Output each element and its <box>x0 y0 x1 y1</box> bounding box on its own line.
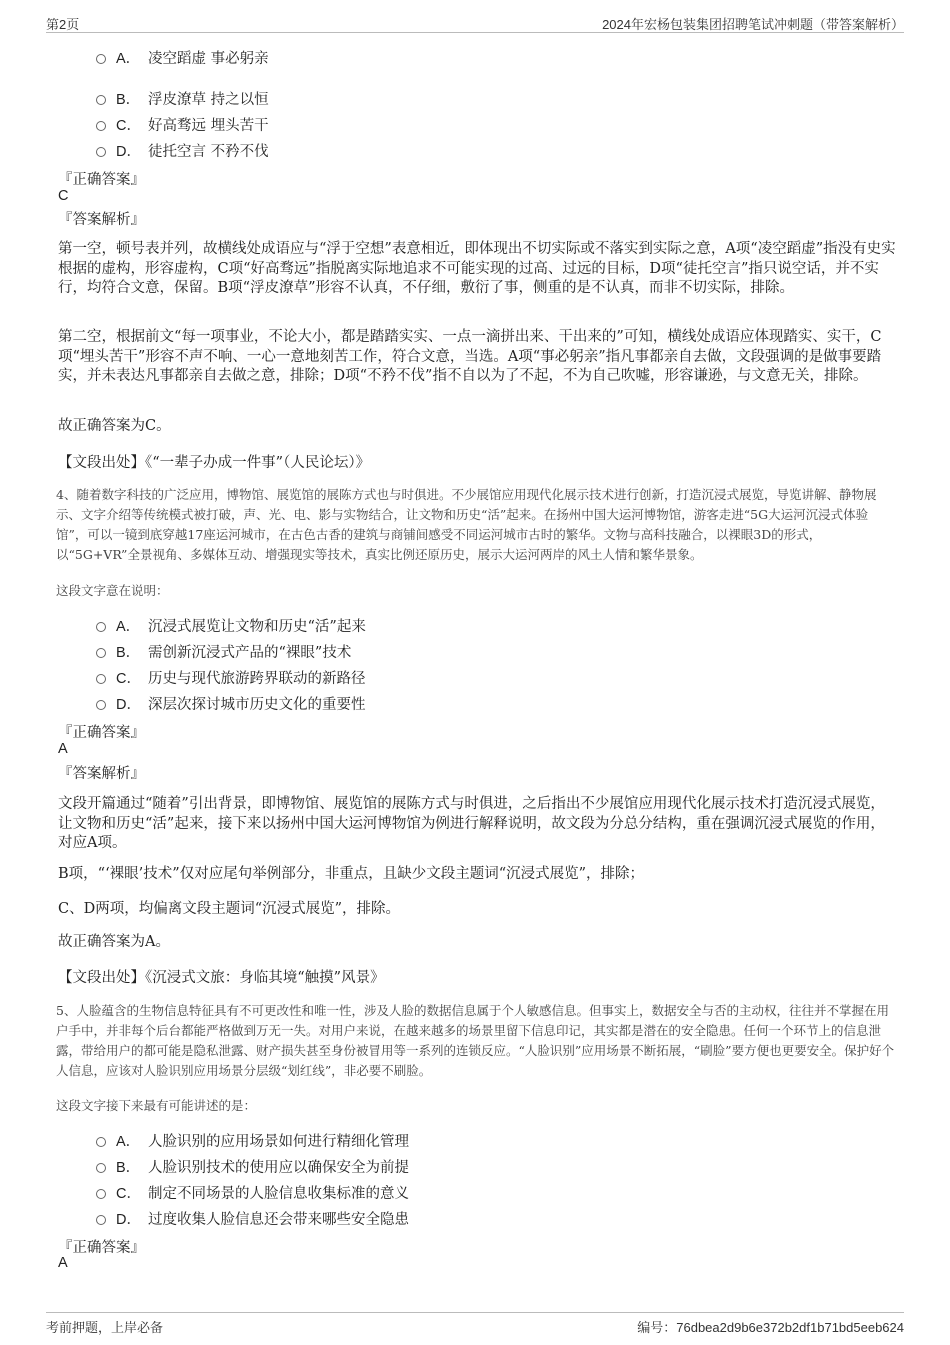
q4-option-d[interactable]: D． 深层次探讨城市历史文化的重要性 <box>96 692 366 714</box>
q4-option-c[interactable]: C． 历史与现代旅游跨界联动的新路径 <box>96 666 366 688</box>
q5-question: 5、人脸蕴含的生物信息特征具有不可更改性和唯一性，涉及人脸的数据信息属于个人敏感信息。但事实上，数据安全与否的主动权，往往并不掌握在用户手中，并非每个后台都能严格做到万无一失。对用户来说，在越来越多的场景里留下信息印记，其实都是潜在的安全隐患。任何一个环节上的信息泄露，带给用户的都可能是隐私泄露、财产损失甚至身份被冒用等一系列的连锁反应。“人脸识别”应用场景不断拓展，“刷脸”要方便也更要安全。保护好个人信息，应该对人脸识别应用场景分层级“划红线”，非必要不刷脸。 <box>56 1003 895 1078</box>
radio-icon[interactable] <box>96 1189 106 1199</box>
q4-analysis-p4: 故正确答案为A。 <box>58 934 170 950</box>
radio-icon[interactable] <box>96 147 106 157</box>
radio-icon[interactable] <box>96 121 106 131</box>
q4-analysis-label: 『答案解析』 <box>58 766 145 782</box>
q3-analysis-p1: 第一空，顿号表并列，故横线处成语应与“浮于空想”表意相近，即体现出不切实际或不落实到实际之意，A项“凌空蹈虚”指没有史实根据的虚构，形容虚构，C项“好高骛远”指脱离实际地追求不可能实现的过高、过远的目标，D项“徒托空言”指只说空话，并不实行，均符合文意，保留。B项“浮皮潦草”形容不认真，不仔细，敷衍了事，侧重的是不认真，而非不切实际，排除。 <box>58 241 896 296</box>
q3-source: 【文段出处】《“一辈子办成一件事”（人民论坛）》 <box>58 455 371 471</box>
footer-serial: 编号：76dbea2d9b6e372b2df1b71bd5eeb624 <box>637 1320 904 1335</box>
q3-option-b[interactable]: B． 浮皮潦草 持之以恒 <box>96 87 269 109</box>
page-number: 第2页 <box>46 17 80 32</box>
radio-icon[interactable] <box>96 1137 106 1147</box>
q4-stem: 这段文字意在说明： <box>56 583 169 598</box>
radio-icon[interactable] <box>96 1163 106 1173</box>
footer-slogan: 考前押题，上岸必备 <box>46 1320 164 1335</box>
radio-icon[interactable] <box>96 54 106 64</box>
radio-icon[interactable] <box>96 1215 106 1225</box>
radio-icon[interactable] <box>96 648 106 658</box>
q4-analysis-p2: B项，“‘裸眼’技术”仅对应尾句举例部分，非重点，且缺少文段主题词“沉浸式展览”，排除； <box>58 866 645 882</box>
q3-option-a[interactable]: A． 凌空蹈虚 事必躬亲 <box>96 46 269 68</box>
document-title: 2024年宏杨包装集团招聘笔试冲刺题（带答案解析） <box>602 17 904 32</box>
q5-stem: 这段文字接下来最有可能讲述的是： <box>56 1098 257 1113</box>
radio-icon[interactable] <box>96 700 106 710</box>
q3-answer-label: 『正确答案』 <box>58 172 145 188</box>
q4-option-b[interactable]: B． 需创新沉浸式产品的“裸眼”技术 <box>96 640 351 662</box>
radio-icon[interactable] <box>96 95 106 105</box>
radio-icon[interactable] <box>96 674 106 684</box>
radio-icon[interactable] <box>96 622 106 632</box>
q3-analysis-p3: 故正确答案为C。 <box>58 418 171 434</box>
q3-option-d[interactable]: D． 徒托空言 不矜不伐 <box>96 139 269 161</box>
q3-option-c[interactable]: C． 好高骛远 埋头苦干 <box>96 113 269 135</box>
q5-answer: A <box>58 1255 68 1271</box>
q4-option-a[interactable]: A． 沉浸式展览让文物和历史“活”起来 <box>96 614 366 636</box>
q4-answer: A <box>58 741 68 757</box>
q4-source: 【文段出处】《沉浸式文旅：身临其境“触摸”风景》 <box>58 970 385 986</box>
q4-analysis-p1: 文段开篇通过“随着”引出背景，即博物馆、展览馆的展陈方式与时俱进，之后指出不少展馆应用现代化展示技术打造沉浸式展览，让文物和历史“活”起来，接下来以扬州中国大运河博物馆为例进行解释说明，故文段为分总分结构，重在强调沉浸式展览的作用，对应A项。 <box>58 796 885 851</box>
page-header <box>46 12 904 33</box>
q3-answer: C <box>58 188 69 204</box>
q3-analysis-p2: 第二空，根据前文“每一项事业，不论大小，都是踏踏实实、一点一滴拼出来、干出来的”可知，横线处成语应体现踏实、实干，C项“埋头苦干”形容不声不响、一心一意地刻苦工作，符合文意，当选。A项“事必躬亲”指凡事都亲自去做，文段强调的是做事要踏实，并未表达凡事都亲自去做之意，排除；D项“不矜不伐”指不自以为了不起，不为自己吹嘘，形容谦逊，与文意无关，排除。 <box>58 329 882 384</box>
q5-option-c[interactable]: C． 制定不同场景的人脸信息收集标准的意义 <box>96 1181 409 1203</box>
q5-answer-label: 『正确答案』 <box>58 1240 145 1256</box>
q3-analysis-label: 『答案解析』 <box>58 212 145 228</box>
q4-analysis-p3: C、D两项，均偏离文段主题词“沉浸式展览”，排除。 <box>58 901 401 917</box>
page-footer <box>46 1312 904 1337</box>
q5-option-a[interactable]: A． 人脸识别的应用场景如何进行精细化管理 <box>96 1129 409 1151</box>
q5-option-b[interactable]: B． 人脸识别技术的使用应以确保安全为前提 <box>96 1155 409 1177</box>
q4-question: 4、随着数字科技的广泛应用，博物馆、展览馆的展陈方式也与时俱进。不少展馆应用现代化展示技术进行创新，打造沉浸式展览，导览讲解、静物展示、文字介绍等传统模式被打破，声、光、电、影与实物结合，让文物和历史“活”起来。在扬州中国大运河博物馆，游客走进“5G大运河沉浸式体验馆”，可以一镜到底穿越17座运河城市，在古色古香的建筑与商铺间感受不同运河城市古时的繁华。文物与高科技融合，以裸眼3D的形式，以“5G+VR”全景视角、多媒体互动、增强现实等技术，真实比例还原历史，展示大运河两岸的风土人情和繁华景象。 <box>56 487 877 562</box>
q5-option-d[interactable]: D． 过度收集人脸信息还会带来哪些安全隐患 <box>96 1207 409 1229</box>
q4-answer-label: 『正确答案』 <box>58 725 145 741</box>
